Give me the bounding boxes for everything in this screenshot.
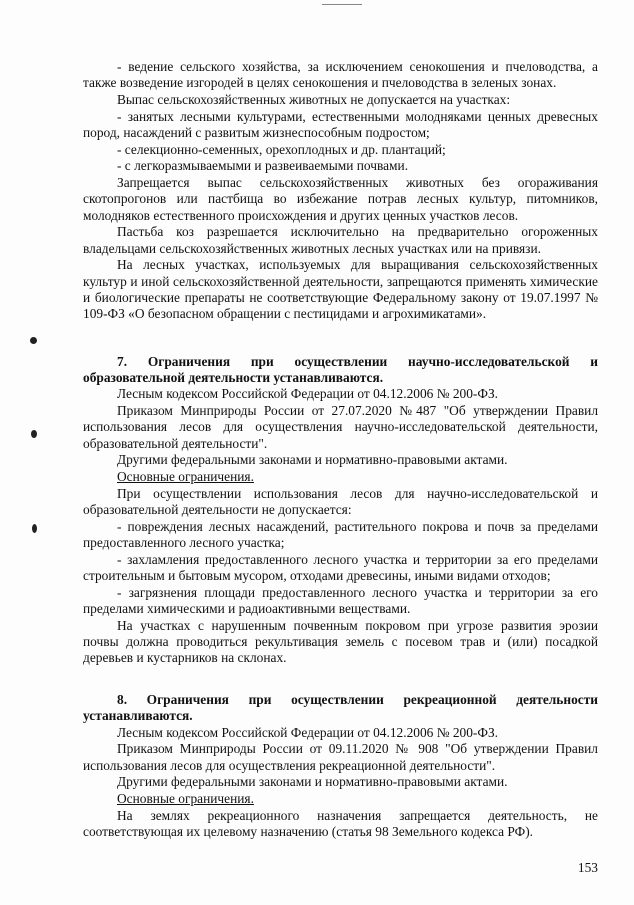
paragraph: Приказом Минприроды России от 27.07.2020 №487 "Об утверждении Правил использования лесов для осуществления научно-исследовательской деятельности, образовательной деятельности". xyxy=(83,403,598,451)
paragraph: - селекционно-семенных, орехоплодных и др. плантаций; xyxy=(117,141,446,157)
hole-punch-mark xyxy=(32,524,37,533)
paragraph: - повреждения лесных насаждений, растительного покрова и почв за пределами предоставленного лесного участка; xyxy=(83,518,598,551)
paragraph: Пастьба коз разрешается исключительно на предварительно огороженных владельцами сельскохозяйственных животных лесных участках или на привязи. xyxy=(83,224,598,256)
paragraph: - ведение сельского хозяйства, за исключением сенокошения и пчеловодства, а также возведение изгородей в целях сенокошения и пчеловодства в зеленых зонах. xyxy=(83,59,598,91)
scan-artifact xyxy=(322,4,362,5)
section-7-heading: 7. Ограничения при осуществлении научно-исследовательской и образовательной деятельности устанавливаются. xyxy=(83,353,598,386)
hole-punch-mark xyxy=(30,337,37,344)
paragraph: - загрязнения площади предоставленного лесного участка и территории за его пределами химическими и радиоактивными веществами. xyxy=(83,584,598,617)
paragraph: Лесным кодексом Российской Федерации от 04.12.2006 № 200-ФЗ. xyxy=(117,386,499,402)
paragraph: Другими федеральными законами и нормативно-правовыми актами. xyxy=(117,774,508,790)
paragraph: Лесным кодексом Российской Федерации от 04.12.2006 № 200-ФЗ. xyxy=(117,724,499,740)
paragraph: На лесных участках, используемых для выращивания сельскохозяйственных культур и иной сельскохозяйственной деятельности, запрещаются применять химические и биологические препараты не соответствующие Федеральному закону от 19.07.1997 № 109-ФЗ «О безопасном обращении с пестицидами и агрохимикатами». xyxy=(83,257,598,322)
paragraph: Выпас сельскохозяйственных животных не допускается на участках: xyxy=(117,91,511,107)
hole-punch-mark xyxy=(31,430,37,438)
page-number: 153 xyxy=(577,860,598,875)
section-8-heading: 8. Ограничения при осуществлении рекреационной деятельности устанавливаются. xyxy=(83,692,598,724)
paragraph: - с легкоразмываемыми и развеиваемыми почвами. xyxy=(117,158,409,174)
paragraph: Запрещается выпас сельскохозяйственных животных без огораживания скотопрогонов или пастбища во избежание потрав лесных культур, питомников, молодняков естественного происхождения и других ценных участков лесов. xyxy=(83,175,598,223)
paragraph: Другими федеральными законами и нормативно-правовыми актами. xyxy=(117,452,508,468)
section-7-subheading: Основные ограничения. xyxy=(117,469,254,485)
section-8-subheading: Основные ограничения. xyxy=(117,790,254,806)
paragraph: На участках с нарушенным почвенным покровом при угрозе развития эрозии почвы должна проводиться рекультивация земель с посевом трав и (или) посадкой деревьев и кустарников на склонах. xyxy=(83,617,598,666)
paragraph: На землях рекреационного назначения запрещается деятельность, не соответствующая их целевому назначению (статья 98 Земельного кодекса РФ). xyxy=(83,807,598,839)
paragraph: - захламления предоставленного лесного участка и территории за его пределами строительным и бытовым мусором, отходами древесины, иными видами отходов; xyxy=(83,551,598,584)
paragraph: - занятых лесными культурами, естественными молодняками ценных древесных пород, насаждений с развитым жизнеспособным подростом; xyxy=(83,108,598,140)
paragraph: Приказом Минприроды России от 09.11.2020 № 908 "Об утверждении Правил использования лесов для осуществления рекреационной деятельности". xyxy=(83,741,598,773)
paragraph: При осуществлении использования лесов для научно-исследовательской и образовательной деятельности не допускается: xyxy=(83,485,598,518)
document-body xyxy=(83,59,598,841)
